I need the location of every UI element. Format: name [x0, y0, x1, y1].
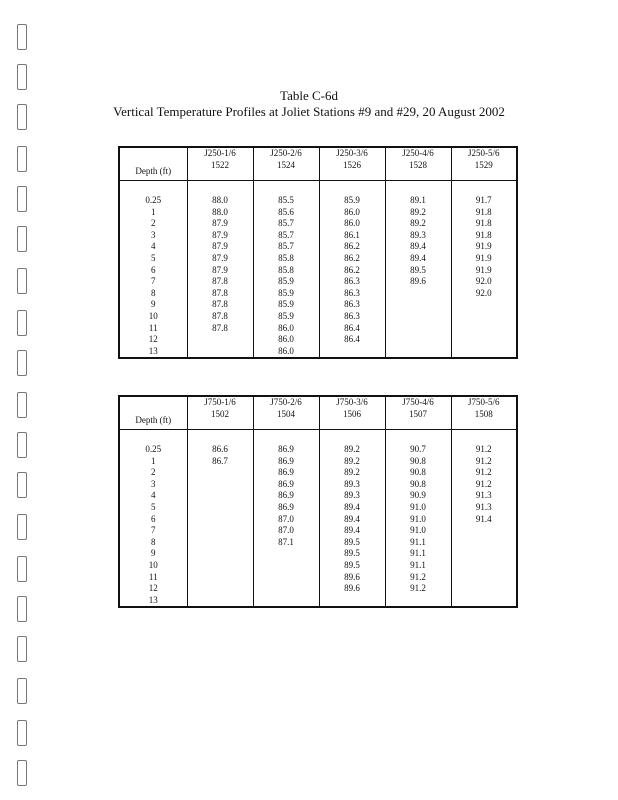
- temperature-cell: 91.0: [385, 514, 451, 526]
- temperature-cell: 87.8: [187, 288, 253, 300]
- table-row: [119, 311, 517, 323]
- table-row: [119, 444, 517, 456]
- temperature-table-joliet-29: [118, 395, 518, 608]
- temperature-cell: [187, 560, 253, 572]
- temperature-cell: 91.8: [451, 230, 517, 242]
- depth-cell: 4: [119, 241, 187, 253]
- binder-hole: [17, 350, 27, 376]
- table-row: [119, 195, 517, 207]
- table-row: [119, 467, 517, 479]
- temperature-cell: 85.9: [253, 288, 319, 300]
- temperature-cell: 90.9: [385, 490, 451, 502]
- temperature-cell: 91.2: [451, 479, 517, 491]
- table-row: [119, 265, 517, 277]
- temperature-cell: 86.0: [253, 334, 319, 346]
- temperature-cell: 87.1: [253, 537, 319, 549]
- depth-cell: 6: [119, 514, 187, 526]
- temperature-cell: 86.4: [319, 323, 385, 335]
- temperature-cell: 85.6: [253, 207, 319, 219]
- temperature-cell: 85.5: [253, 195, 319, 207]
- table-row: [119, 288, 517, 300]
- temperature-cell: [253, 595, 319, 608]
- table-row: [119, 537, 517, 549]
- table-row: [119, 207, 517, 219]
- depth-cell: 0.25: [119, 195, 187, 207]
- table-row: [119, 253, 517, 265]
- temperature-cell: [451, 299, 517, 311]
- depth-cell: 7: [119, 525, 187, 537]
- depth-cell: 11: [119, 323, 187, 335]
- temperature-cell: 86.9: [253, 444, 319, 456]
- temperature-cell: 91.8: [451, 207, 517, 219]
- temperature-cell: 85.9: [253, 299, 319, 311]
- temperature-cell: [187, 490, 253, 502]
- depth-cell: 4: [119, 490, 187, 502]
- temperature-cell: 87.9: [187, 253, 253, 265]
- temperature-cell: [319, 346, 385, 359]
- depth-cell: 9: [119, 299, 187, 311]
- temperature-cell: [253, 560, 319, 572]
- temperature-cell: 89.2: [319, 456, 385, 468]
- temperature-cell: 90.8: [385, 456, 451, 468]
- temperature-cell: 86.0: [253, 323, 319, 335]
- temperature-cell: 86.9: [253, 490, 319, 502]
- temperature-cell: 87.8: [187, 311, 253, 323]
- temperature-cell: [385, 595, 451, 608]
- temperature-cell: 87.0: [253, 525, 319, 537]
- depth-cell: 5: [119, 253, 187, 265]
- temperature-cell: 86.0: [319, 218, 385, 230]
- binder-hole: [17, 64, 27, 90]
- table-row: [119, 548, 517, 560]
- temperature-cell: 91.2: [385, 572, 451, 584]
- temperature-cell: 91.9: [451, 265, 517, 277]
- temperature-cell: 89.2: [319, 467, 385, 479]
- table-row: [119, 456, 517, 468]
- temperature-cell: [385, 299, 451, 311]
- temperature-cell: 89.4: [319, 525, 385, 537]
- depth-cell: 8: [119, 537, 187, 549]
- temperature-cell: 86.9: [253, 502, 319, 514]
- table-row: [119, 595, 517, 608]
- temperature-cell: 86.4: [319, 334, 385, 346]
- column-header: J250-1/6 1522: [187, 147, 253, 181]
- binder-hole: [17, 636, 27, 662]
- table-row: [119, 276, 517, 288]
- temperature-cell: 91.2: [385, 583, 451, 595]
- depth-cell: 11: [119, 572, 187, 584]
- temperature-cell: 89.3: [319, 490, 385, 502]
- temperature-cell: 91.1: [385, 560, 451, 572]
- temperature-cell: 89.2: [385, 207, 451, 219]
- binder-hole: [17, 268, 27, 294]
- temperature-cell: 85.8: [253, 253, 319, 265]
- temperature-cell: [451, 334, 517, 346]
- temperature-cell: 91.0: [385, 502, 451, 514]
- temperature-cell: 88.0: [187, 195, 253, 207]
- temperature-cell: [451, 560, 517, 572]
- temperature-cell: 91.3: [451, 502, 517, 514]
- depth-cell: 1: [119, 207, 187, 219]
- temperature-cell: 89.4: [385, 241, 451, 253]
- temperature-cell: [451, 537, 517, 549]
- temperature-cell: [451, 595, 517, 608]
- depth-cell: 8: [119, 288, 187, 300]
- binder-hole: [17, 24, 27, 50]
- depth-header: Depth (ft): [119, 147, 187, 181]
- temperature-cell: [451, 346, 517, 359]
- temperature-cell: [187, 514, 253, 526]
- depth-cell: 5: [119, 502, 187, 514]
- temperature-cell: 85.9: [253, 311, 319, 323]
- table-row: [119, 323, 517, 335]
- temperature-cell: [385, 311, 451, 323]
- binder-hole: [17, 596, 27, 622]
- column-header: J750-4/6 1507: [385, 396, 451, 430]
- column-header: J250-2/6 1524: [253, 147, 319, 181]
- depth-cell: 7: [119, 276, 187, 288]
- binder-hole: [17, 472, 27, 498]
- binder-holes: [0, 0, 40, 800]
- temperature-cell: 89.5: [319, 548, 385, 560]
- temperature-cell: 86.7: [187, 456, 253, 468]
- table-row: [119, 583, 517, 595]
- temperature-cell: [187, 479, 253, 491]
- depth-cell: 1: [119, 456, 187, 468]
- temperature-cell: 89.5: [385, 265, 451, 277]
- binder-hole: [17, 310, 27, 336]
- depth-cell: 13: [119, 595, 187, 608]
- table-body: [119, 181, 517, 359]
- depth-cell: 6: [119, 265, 187, 277]
- temperature-cell: 89.3: [319, 479, 385, 491]
- depth-cell: 10: [119, 311, 187, 323]
- temperature-cell: 86.6: [187, 444, 253, 456]
- table-row: [119, 241, 517, 253]
- temperature-cell: 91.4: [451, 514, 517, 526]
- column-header: J750-2/6 1504: [253, 396, 319, 430]
- column-header: J750-5/6 1508: [451, 396, 517, 430]
- depth-cell: 3: [119, 479, 187, 491]
- binder-hole: [17, 678, 27, 704]
- binder-hole: [17, 514, 27, 540]
- temperature-cell: 86.3: [319, 299, 385, 311]
- column-header: J250-4/6 1528: [385, 147, 451, 181]
- temperature-cell: 86.3: [319, 288, 385, 300]
- temperature-cell: 87.8: [187, 276, 253, 288]
- column-header: J750-1/6 1502: [187, 396, 253, 430]
- temperature-cell: 91.2: [451, 444, 517, 456]
- temperature-cell: [187, 334, 253, 346]
- temperature-cell: [187, 572, 253, 584]
- binder-hole: [17, 760, 27, 786]
- temperature-cell: 91.8: [451, 218, 517, 230]
- temperature-cell: 89.6: [319, 572, 385, 584]
- table-row: [119, 218, 517, 230]
- temperature-cell: [187, 595, 253, 608]
- table-row: [119, 525, 517, 537]
- binder-hole: [17, 556, 27, 582]
- temperature-cell: 87.0: [253, 514, 319, 526]
- temperature-cell: 86.2: [319, 265, 385, 277]
- temperature-cell: 92.0: [451, 276, 517, 288]
- temperature-cell: [451, 311, 517, 323]
- temperature-cell: 91.1: [385, 548, 451, 560]
- table-row: [119, 479, 517, 491]
- temperature-cell: 87.9: [187, 241, 253, 253]
- temperature-cell: 85.7: [253, 218, 319, 230]
- binder-hole: [17, 186, 27, 212]
- table-row: [119, 572, 517, 584]
- table-row: [119, 514, 517, 526]
- temperature-cell: [385, 334, 451, 346]
- temperature-cell: [451, 323, 517, 335]
- depth-cell: 3: [119, 230, 187, 242]
- temperature-cell: 86.0: [319, 207, 385, 219]
- depth-cell: 2: [119, 218, 187, 230]
- depth-cell: 12: [119, 583, 187, 595]
- temperature-cell: 91.9: [451, 241, 517, 253]
- binder-hole: [17, 392, 27, 418]
- temperature-cell: 86.9: [253, 479, 319, 491]
- table-row: [119, 560, 517, 572]
- table-row: [119, 490, 517, 502]
- column-header: J750-3/6 1506: [319, 396, 385, 430]
- temperature-cell: 86.0: [253, 346, 319, 359]
- temperature-cell: 86.9: [253, 456, 319, 468]
- temperature-cell: 86.2: [319, 241, 385, 253]
- temperature-cell: [187, 548, 253, 560]
- temperature-cell: [253, 548, 319, 560]
- binder-hole: [17, 720, 27, 746]
- temperature-cell: [187, 537, 253, 549]
- binder-hole: [17, 226, 27, 252]
- temperature-table-joliet-9: [118, 146, 518, 359]
- depth-cell: 10: [119, 560, 187, 572]
- temperature-cell: [187, 502, 253, 514]
- column-header: J250-5/6 1529: [451, 147, 517, 181]
- temperature-cell: 92.0: [451, 288, 517, 300]
- table-caption: Vertical Temperature Profiles at Joliet Stations #9 and #29, 20 August 2002: [113, 104, 505, 119]
- temperature-cell: 91.2: [451, 467, 517, 479]
- temperature-cell: [187, 346, 253, 359]
- temperature-cell: 86.2: [319, 253, 385, 265]
- depth-cell: 2: [119, 467, 187, 479]
- temperature-cell: 85.9: [319, 195, 385, 207]
- table-row: [119, 230, 517, 242]
- temperature-cell: 89.4: [385, 253, 451, 265]
- temperature-cell: 86.1: [319, 230, 385, 242]
- temperature-cell: [451, 548, 517, 560]
- table-number: Table C-6d: [280, 88, 338, 103]
- temperature-cell: 89.2: [385, 218, 451, 230]
- temperature-cell: 89.5: [319, 537, 385, 549]
- temperature-cell: [253, 583, 319, 595]
- binder-hole: [17, 146, 27, 172]
- temperature-cell: 90.7: [385, 444, 451, 456]
- temperature-cell: 91.2: [451, 456, 517, 468]
- temperature-cell: 86.3: [319, 311, 385, 323]
- temperature-cell: 89.2: [319, 444, 385, 456]
- temperature-cell: [187, 583, 253, 595]
- table-row: [119, 346, 517, 359]
- temperature-cell: 85.7: [253, 230, 319, 242]
- depth-cell: 0.25: [119, 444, 187, 456]
- temperature-cell: 87.9: [187, 265, 253, 277]
- temperature-cell: [451, 525, 517, 537]
- temperature-cell: 85.7: [253, 241, 319, 253]
- temperature-cell: 87.8: [187, 299, 253, 311]
- table-body: [119, 430, 517, 608]
- temperature-cell: 87.9: [187, 230, 253, 242]
- column-header: J250-3/6 1526: [319, 147, 385, 181]
- table-row: [119, 502, 517, 514]
- temperature-cell: 91.3: [451, 490, 517, 502]
- temperature-cell: 91.0: [385, 525, 451, 537]
- temperature-cell: [385, 323, 451, 335]
- temperature-cell: [187, 467, 253, 479]
- table-row: [119, 299, 517, 311]
- temperature-cell: 91.1: [385, 537, 451, 549]
- temperature-cell: 87.9: [187, 218, 253, 230]
- depth-cell: 13: [119, 346, 187, 359]
- temperature-cell: 88.0: [187, 207, 253, 219]
- depth-header: Depth (ft): [119, 396, 187, 430]
- temperature-cell: 85.9: [253, 276, 319, 288]
- temperature-cell: 89.4: [319, 502, 385, 514]
- temperature-cell: [187, 525, 253, 537]
- temperature-cell: 89.3: [385, 230, 451, 242]
- temperature-cell: 90.8: [385, 467, 451, 479]
- temperature-cell: [451, 583, 517, 595]
- temperature-cell: 89.5: [319, 560, 385, 572]
- temperature-cell: [385, 346, 451, 359]
- temperature-cell: [451, 572, 517, 584]
- temperature-cell: 90.8: [385, 479, 451, 491]
- temperature-cell: 89.1: [385, 195, 451, 207]
- temperature-cell: 91.9: [451, 253, 517, 265]
- table-row: [119, 334, 517, 346]
- depth-cell: 9: [119, 548, 187, 560]
- temperature-cell: [253, 572, 319, 584]
- depth-cell: 12: [119, 334, 187, 346]
- temperature-cell: 89.6: [319, 583, 385, 595]
- temperature-cell: 89.6: [385, 276, 451, 288]
- temperature-cell: [319, 595, 385, 608]
- temperature-cell: 91.7: [451, 195, 517, 207]
- temperature-cell: 87.8: [187, 323, 253, 335]
- temperature-cell: [385, 288, 451, 300]
- binder-hole: [17, 432, 27, 458]
- temperature-cell: 86.3: [319, 276, 385, 288]
- temperature-cell: 89.4: [319, 514, 385, 526]
- temperature-cell: 85.8: [253, 265, 319, 277]
- temperature-cell: 86.9: [253, 467, 319, 479]
